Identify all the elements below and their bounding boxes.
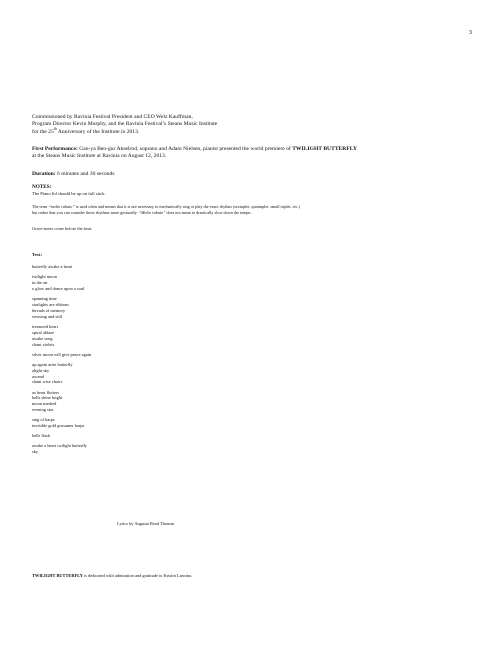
notes-rubato: The term “molto rubato” is used often and means that it is not necessary to mechanically sing or play the exact rhythm (sextuplet, quintuplet, small triplet, etc.) but rather that you can consider those rhythms more gesturally. “Molto rubato” does not mean to drastically slow down the tempo. — [32, 204, 300, 215]
poem-stanza — [32, 443, 91, 455]
poem-line: awake a heart twilight butterfly — [32, 443, 88, 449]
poem-line: chant violets — [32, 341, 55, 347]
poem-stanza — [32, 433, 91, 439]
poem-stanza — [32, 324, 91, 348]
poem-line: silver moon will give peace again — [32, 351, 92, 357]
poem-line: threads of memory — [32, 307, 66, 313]
poem-line: twilight moon — [32, 274, 57, 280]
work-title: TWILIGHT BUTTERFLY — [292, 146, 358, 152]
notes-line: Grace-notes come before the beat. — [32, 226, 93, 231]
page-number: 3 — [468, 29, 472, 36]
commission-block — [32, 114, 217, 136]
duration-label: Duration: — [32, 171, 56, 177]
poem-line: invisible gold gossamer harps — [32, 423, 85, 429]
poem-line: weaving and still — [32, 313, 62, 319]
text-heading: Text: — [32, 252, 43, 257]
duration-value: 6 minutes and 30 seconds — [55, 171, 115, 177]
poem-line: up again arise butterfly — [32, 361, 73, 367]
poem-stanza — [32, 274, 91, 292]
poem-line: moon marked — [32, 401, 57, 407]
poem-line: bells flash — [32, 433, 50, 439]
poem-line: spiral ablaze — [32, 329, 55, 335]
poem-line: as heart flutters — [32, 389, 60, 395]
poem-stanza — [32, 362, 91, 386]
poem-line: evening star — [32, 407, 54, 413]
dedication: TWILIGHT BUTTERFLY is dedicated with admiration and gratitude to Kristin Lancino. — [32, 573, 193, 578]
duration — [32, 171, 115, 177]
first-performance: First Performance: Gan-ya Ben-gur Akselrod, soprano and Adam Nielsen, pianist presented the world premiere of TWILIGHT BUTTERFLY at the Steans Music Institute at Ravinia on August 12, 2013. — [32, 146, 358, 160]
commission-line: Commissioned by Ravinia Festival President and CEO Welz Kauffman, — [32, 114, 193, 120]
poem-line: bells shine bright — [32, 395, 63, 401]
poem-line: o glow and dance upon a soul — [32, 285, 85, 291]
lyrics-credit: Lyrics by Augusta Read Thomas — [117, 521, 175, 526]
poem-line: spanning time — [32, 296, 57, 301]
poem-line: sky — [32, 449, 39, 455]
dedication-title: TWILIGHT BUTTERFLY — [32, 573, 83, 578]
commission-line: Program Director Kevin Murphy, and the Ravinia Festival’s Steans Music Institute — [32, 121, 218, 128]
poem-stanza — [32, 417, 91, 429]
poem-line: in the air — [32, 280, 48, 285]
commission-line: for the 25th Anniversary of the Institute in 2013. — [32, 126, 140, 135]
notes-heading: NOTES: — [32, 184, 52, 190]
poem-line: sing of harps — [32, 417, 55, 423]
poem-stanza — [32, 352, 91, 358]
poem-stanza — [32, 296, 91, 320]
poem-line: ascend — [32, 373, 44, 379]
notes-line: The Piano lid should be up on full stick. — [32, 191, 106, 196]
poem-stanza — [32, 264, 91, 270]
poem-line: treasured heart — [32, 323, 58, 329]
poem-text — [32, 264, 91, 459]
first-performance-label: First Performance: — [32, 146, 78, 152]
poem-line: butterfly awake a heart — [32, 264, 73, 269]
poem-stanza — [32, 390, 91, 414]
poem-line: starlights are ribbons — [32, 301, 69, 307]
poem-line: awake song — [32, 335, 53, 341]
poem-line: chant wise choirs — [32, 379, 63, 385]
poem-line: alight sky — [32, 367, 50, 373]
